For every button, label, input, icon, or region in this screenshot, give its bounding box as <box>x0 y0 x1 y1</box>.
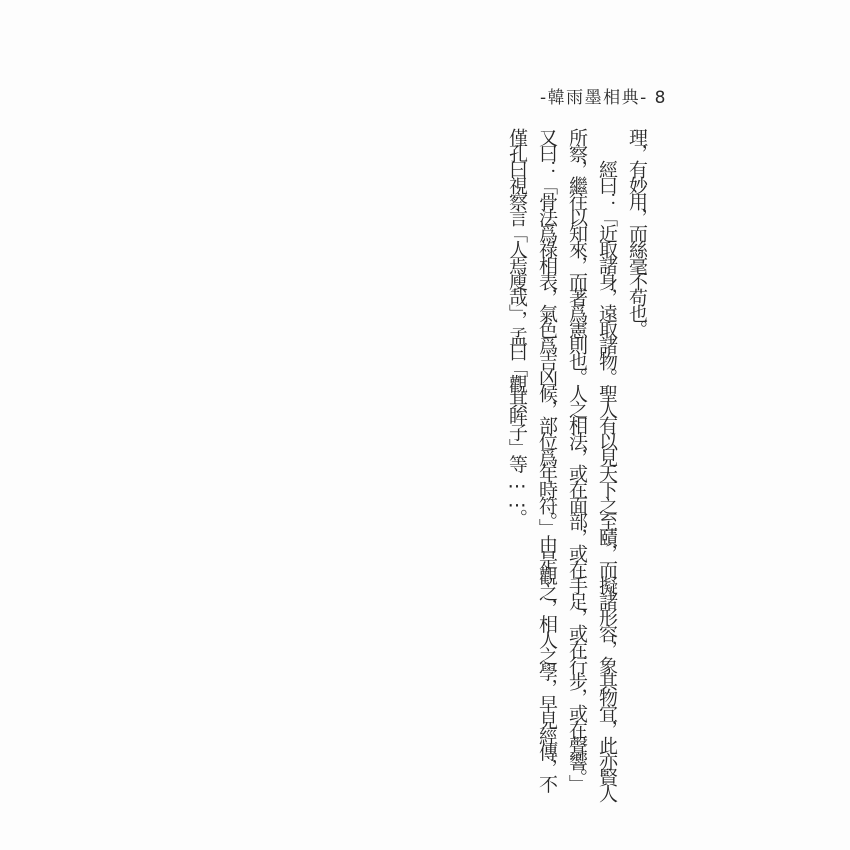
text-column-1: 理，有妙用，而絲毫不苟也。 <box>626 128 648 336</box>
text-column-4: 又曰：「骨法爲祿相表，氣色爲吉凶候，部位爲年時符。」由是觀之，相人之學，早見經傳，不 <box>536 128 558 791</box>
text-column-3: 所察，繼往以知來，而著爲憲則也。人之相法，或在面部，或在手足，或在行步，或在聲響。」 <box>566 128 588 791</box>
text-column-2: 經曰：「近取諸身，遠取諸物。聖人有以見天下之至賾，而擬諸形容，象其物宜，此亦賢人 <box>596 160 618 800</box>
running-head: -韓雨墨相典- 8 <box>540 88 667 108</box>
text-block <box>502 128 652 833</box>
text-column-5: 僅孔曰視察言「人焉廋哉」，孟曰「觀其眸子」等……。 <box>506 128 528 525</box>
